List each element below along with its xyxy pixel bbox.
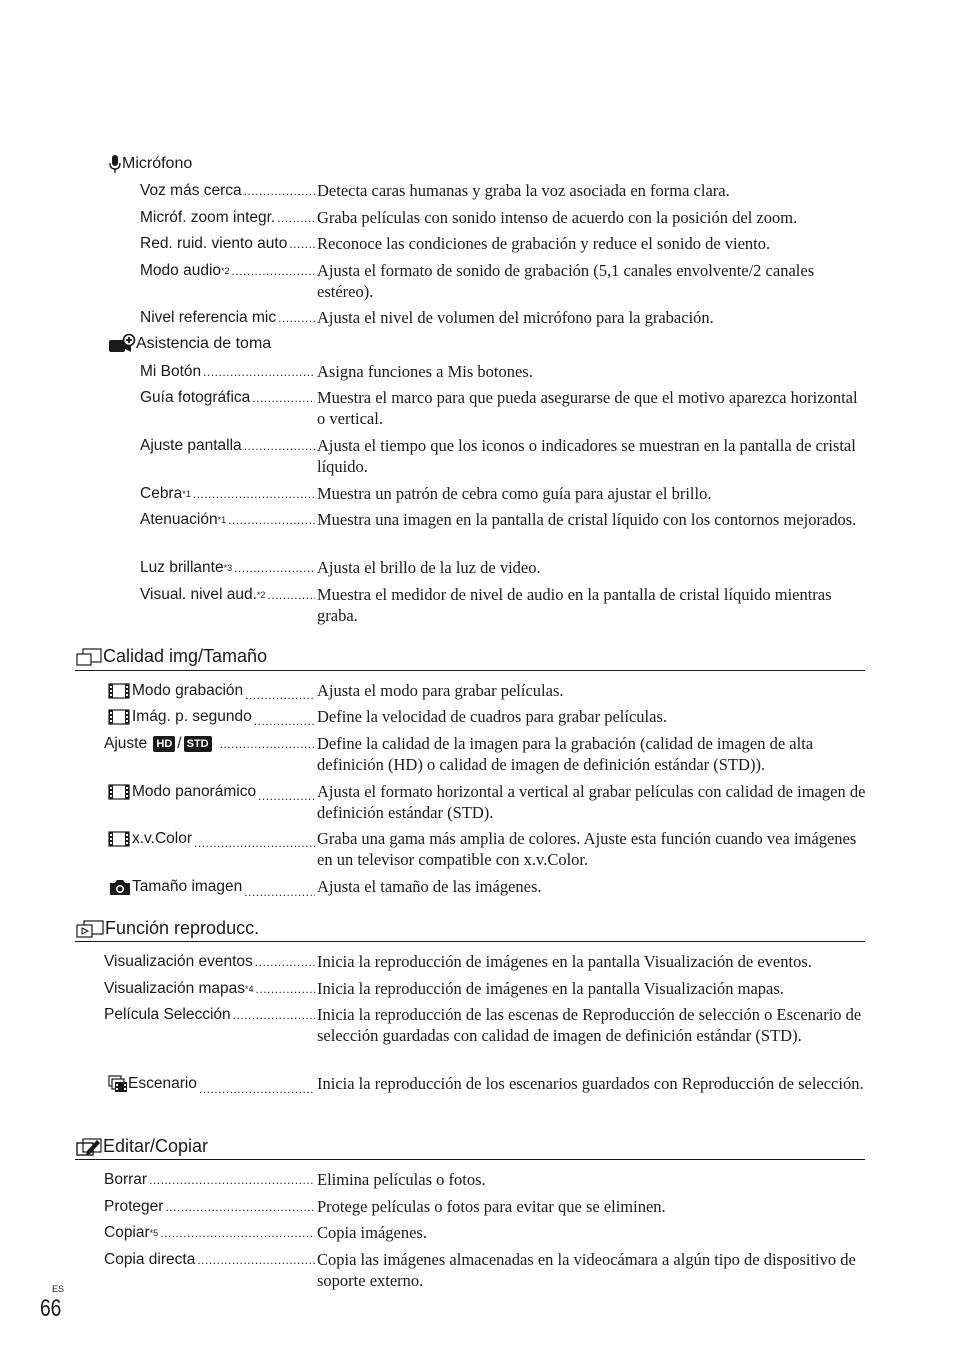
menu-item-description: Define la calidad de la imagen para la grabación (calidad de imagen de alta definición (HD) o calidad de imagen de definición estándar (STD)). (317, 734, 814, 774)
microphone-title: Micrófono (122, 155, 193, 173)
menu-item-description: Graba películas con sonido intenso de acuerdo con la posición del zoom. (317, 208, 798, 227)
menu-item-label: Micróf. zoom integr. ..... (140, 207, 315, 229)
menu-item-description: Reconoce las condiciones de grabación y reduce el sonido de viento. (317, 234, 771, 253)
menu-item-label: Atenuación *1 ..... (140, 509, 315, 531)
menu-item-label: Visualización mapas *4 ..... (104, 978, 315, 1000)
hd-badge: HD (153, 736, 175, 752)
menu-item-description: Ajusta el tiempo que los iconos o indicadores se muestran en la pantalla de cristal líquido. (317, 436, 856, 476)
menu-item-label: Película Selección ..... (104, 1004, 315, 1026)
menu-item-description: Ajusta el brillo de la luz de video. (317, 558, 541, 577)
menu-item-description: Copia las imágenes almacenadas en la videocámara a algún tipo de dispositivo de soporte externo. (317, 1250, 856, 1290)
edit-icon (75, 1137, 103, 1157)
edit-copy-title: Editar/Copiar (103, 1136, 209, 1156)
menu-item-description: Elimina películas o fotos. (317, 1170, 486, 1189)
menu-item-description: Muestra el medidor de nivel de audio en la pantalla de cristal líquido mientras graba. (317, 585, 832, 625)
menu-item-label: Copiar *5 ..... (104, 1222, 315, 1244)
microphone-icon (108, 154, 122, 174)
menu-item-label: Imág. p. segundo ..... (108, 706, 315, 732)
playback-icon (75, 919, 105, 939)
menu-item-label: Proteger ..... (104, 1196, 315, 1218)
edit-copy-header (75, 1136, 208, 1157)
page-number: 66 (40, 1295, 62, 1322)
menu-item-description: Graba una gama más amplia de colores. Ajuste esta función cuando vea imágenes en un televisor compatible con x.v.Color. (317, 829, 857, 869)
menu-item-description: Muestra el marco para que pueda asegurarse de que el motivo aparezca horizontal o vertical. (317, 388, 858, 428)
playback-function-title: Función reproducc. (105, 918, 260, 938)
section-divider (75, 670, 865, 671)
film-icon (108, 831, 132, 847)
shooting-assist-header (108, 334, 271, 354)
menu-item-description: Ajusta el formato horizontal a vertical al grabar películas con calidad de imagen de definición estándar (STD). (317, 782, 866, 822)
menu-item-description: Copia imágenes. (317, 1223, 427, 1242)
menu-item-label: Copia directa ..... (104, 1249, 315, 1271)
menu-item-label: Guía fotográfica ..... (140, 387, 315, 409)
menu-item-label: x.v.Color ..... (108, 828, 315, 854)
image-quality-icon (75, 647, 103, 667)
menu-item-label: Luz brillante *3 ..... (140, 557, 315, 579)
menu-item-description: Asigna funciones a Mis botones. (317, 362, 533, 381)
menu-item-description: Ajusta el tamaño de las imágenes. (317, 877, 542, 896)
menu-item-description: Protege películas o fotos para evitar que se eliminen. (317, 1197, 666, 1216)
film-icon (108, 784, 132, 800)
menu-item-label: Nivel referencia mic ..... (140, 307, 315, 329)
film-icon (108, 683, 132, 699)
menu-item-label: Modo panorámico ..... (108, 781, 315, 807)
camera-icon (108, 878, 132, 896)
menu-item-label: Visual. nivel aud. *2 ..... (140, 584, 315, 606)
microphone-header (108, 154, 192, 174)
menu-item-label: Tamaño imagen ..... (108, 876, 315, 903)
menu-item-description: Muestra una imagen en la pantalla de cristal líquido con los contornos mejorados. (317, 510, 857, 529)
menu-item-description: Inicia la reproducción de los escenarios guardados con Reproducción de selección. (317, 1074, 864, 1093)
menu-item-description: Detecta caras humanas y graba la voz asociada en forma clara. (317, 181, 730, 200)
menu-item-label: Mi Botón ..... (140, 361, 315, 383)
std-badge: STD (184, 736, 212, 752)
menu-item-description: Inicia la reproducción de imágenes en la pantalla Visualización de eventos. (317, 952, 812, 971)
menu-item-label: Voz más cerca ..... (140, 180, 315, 202)
menu-item-label: Cebra *1 ..... (140, 483, 315, 505)
scenario-icon (108, 1075, 128, 1093)
menu-item-label: Visualización eventos ..... (104, 951, 315, 973)
menu-item-label: Modo grabación ..... (108, 680, 315, 706)
menu-item-label: Ajuste HD / STD ..... (104, 733, 315, 755)
section-divider (75, 941, 865, 942)
playback-function-header (75, 918, 259, 939)
menu-item-label: Escenario ..... (108, 1073, 315, 1100)
menu-item-description: Muestra un patrón de cebra como guía para ajustar el brillo. (317, 484, 712, 503)
menu-item-description: Ajusta el modo para grabar películas. (317, 681, 564, 700)
menu-item-description: Define la velocidad de cuadros para grabar películas. (317, 707, 667, 726)
film-icon (108, 709, 132, 725)
shooting-assist-title: Asistencia de toma (136, 335, 272, 353)
menu-item-description: Ajusta el formato de sonido de grabación (5,1 canales envolvente/2 canales estéreo). (317, 261, 815, 301)
menu-item-label: Modo audio *2 ..... (140, 260, 315, 282)
section-divider (75, 1159, 865, 1160)
camera-plus-icon (108, 334, 136, 354)
menu-item-label: Red. ruid. viento auto ..... (140, 233, 315, 255)
menu-item-label: Borrar ..... (104, 1169, 315, 1191)
menu-item-description: Inicia la reproducción de imágenes en la pantalla Visualización mapas. (317, 979, 784, 998)
quality-size-header (75, 646, 267, 667)
menu-item-description: Ajusta el nivel de volumen del micrófono para la grabación. (317, 308, 714, 327)
quality-size-title: Calidad img/Tamaño (103, 646, 268, 666)
language-code: ES (52, 1284, 65, 1294)
menu-item-label: Ajuste pantalla ..... (140, 435, 315, 457)
menu-item-description: Inicia la reproducción de las escenas de Reproducción de selección o Escenario de selección guardadas con calidad de imagen de definición estándar (STD). (317, 1005, 862, 1045)
